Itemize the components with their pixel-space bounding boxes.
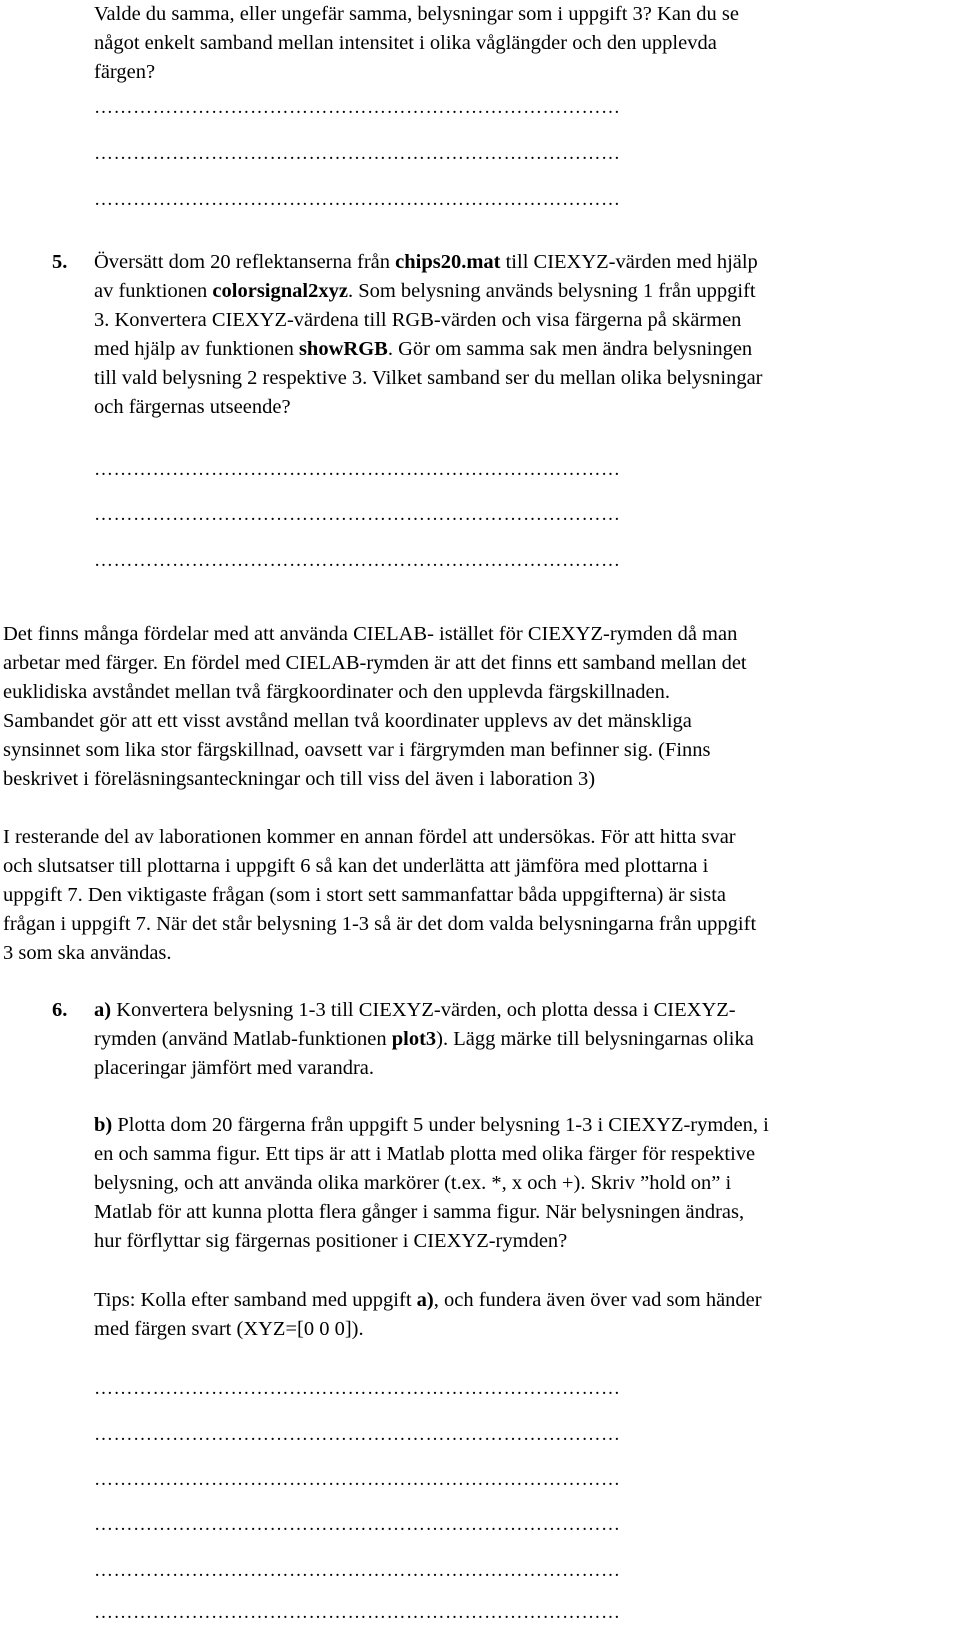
- answer-line: ………………………………………………………………………: [94, 1424, 621, 1445]
- paragraph-line: Sambandet gör att ett visst avstånd mellan två koordinater upplevs av det mänskliga: [3, 710, 692, 732]
- task-5-text: [94, 248, 954, 422]
- task-line: [94, 248, 954, 277]
- task-6b-text: [94, 1111, 954, 1256]
- intro-line: Valde du samma, eller ungefär samma, belysningar som i uppgift 3? Kan du se: [94, 3, 740, 25]
- text: Plotta dom 20 färgerna från uppgift 5 under belysning 1-3 i CIEXYZ-rymden, i: [112, 1114, 769, 1136]
- tip-line: med färgen svart (XYZ=[0 0 0]).: [94, 1318, 364, 1340]
- intro-paragraph: [94, 0, 954, 87]
- task-line: [94, 1111, 954, 1140]
- task-6a-text: [94, 996, 954, 1083]
- task-number: 6.: [52, 999, 68, 1021]
- task-number: 5.: [52, 251, 68, 273]
- task-line: [94, 996, 954, 1025]
- subtask-reference: a): [416, 1289, 434, 1311]
- subtask-label: a): [94, 999, 112, 1021]
- task-line: till vald belysning 2 respektive 3. Vilket samband ser du mellan olika belysningar: [94, 367, 763, 389]
- tip-line: [94, 1286, 954, 1315]
- answer-line: ………………………………………………………………………: [94, 1514, 621, 1535]
- intro-line: färgen?: [94, 61, 156, 83]
- text: . Gör om samma sak men ändra belysningen: [387, 338, 753, 360]
- answer-line: ………………………………………………………………………: [94, 1602, 621, 1623]
- answer-line: ………………………………………………………………………: [94, 550, 621, 571]
- text: till CIEXYZ-värden med hjälp: [500, 251, 758, 273]
- task-line: en och samma figur. Ett tips är att i Matlab plotta med olika färger för respektive: [94, 1143, 756, 1165]
- paragraph-line: arbetar med färger. En fördel med CIELAB-rymden är att det finns ett samband mellan det: [3, 652, 747, 674]
- task-line: placeringar jämfört med varandra.: [94, 1057, 375, 1079]
- text: Konvertera belysning 1-3 till CIEXYZ-värden, och plotta dessa i CIEXYZ-: [111, 999, 736, 1021]
- text: rymden (använd Matlab-funktionen: [94, 1028, 392, 1050]
- cielab-paragraph: [3, 620, 953, 794]
- task-line: hur förflyttar sig färgernas positioner i CIEXYZ-rymden?: [94, 1230, 568, 1252]
- paragraph-line: synsinnet som lika stor färgskillnad, oavsett var i färgrymden man befinner sig. (Finns: [3, 739, 711, 761]
- task-line: Matlab för att kunna plotta flera gånger i samma figur. När belysningen ändras,: [94, 1201, 745, 1223]
- paragraph-line: euklidiska avståndet mellan två färgkoordinater och den upplevda färgskillnaden.: [3, 681, 670, 703]
- text: , och fundera även över vad som händer: [433, 1289, 762, 1311]
- text: Översätt dom 20 reflektanserna från: [94, 251, 396, 273]
- subtask-label: b): [94, 1114, 113, 1136]
- task-line: [94, 335, 954, 364]
- answer-line: ………………………………………………………………………: [94, 1378, 621, 1399]
- task-line: och färgernas utseende?: [94, 396, 291, 418]
- paragraph-line: beskrivet i föreläsningsanteckningar och till viss del även i laboration 3): [3, 768, 596, 790]
- paragraph-line: och slutsatser till plottarna i uppgift 6 så kan det underlätta att jämföra med plottarna i: [3, 855, 709, 877]
- intro-line: något enkelt samband mellan intensitet i olika våglängder och den upplevda: [94, 32, 717, 54]
- task-line: [94, 277, 954, 306]
- text: ). Lägg märke till belysningarnas olika: [436, 1028, 754, 1050]
- paragraph-line: frågan i uppgift 7. När det står belysning 1-3 så är det dom valda belysningarna från uppgift: [3, 913, 757, 935]
- paragraph-line: I resterande del av laborationen kommer en annan fördel att undersökas. För att hitta svar: [3, 826, 736, 848]
- answer-line: ………………………………………………………………………: [94, 97, 621, 118]
- text: . Som belysning används belysning 1 från uppgift: [347, 280, 756, 302]
- function-name: showRGB: [298, 338, 388, 360]
- text: med hjälp av funktionen: [94, 338, 299, 360]
- task-line: 3. Konvertera CIEXYZ-värdena till RGB-värden och visa färgerna på skärmen: [94, 309, 742, 331]
- text: Tips: Kolla efter samband med uppgift: [94, 1289, 417, 1311]
- task-6-tip: [94, 1286, 954, 1344]
- answer-line: ………………………………………………………………………: [94, 459, 621, 480]
- answer-line: ………………………………………………………………………: [94, 143, 621, 164]
- answer-line: ………………………………………………………………………: [94, 1469, 621, 1490]
- task-line: [94, 1025, 954, 1054]
- filename: chips20.mat: [395, 251, 501, 273]
- paragraph-line: uppgift 7. Den viktigaste frågan (som i stort sett sammanfattar båda uppgifterna) är sista: [3, 884, 726, 906]
- function-name: colorsignal2xyz: [212, 280, 348, 302]
- paragraph-line: Det finns många fördelar med att använda CIELAB- istället för CIEXYZ-rymden då man: [3, 623, 738, 645]
- remaining-lab-paragraph: [3, 823, 953, 968]
- function-name: plot3: [391, 1028, 437, 1050]
- answer-line: ………………………………………………………………………: [94, 504, 621, 525]
- paragraph-line: 3 som ska användas.: [3, 942, 172, 964]
- answer-line: ………………………………………………………………………: [94, 1560, 621, 1581]
- answer-line: ………………………………………………………………………: [94, 189, 621, 210]
- text: av funktionen: [94, 280, 213, 302]
- task-line: belysning, och att använda olika markörer (t.ex. *, x och +). Skriv ”hold on” i: [94, 1172, 732, 1194]
